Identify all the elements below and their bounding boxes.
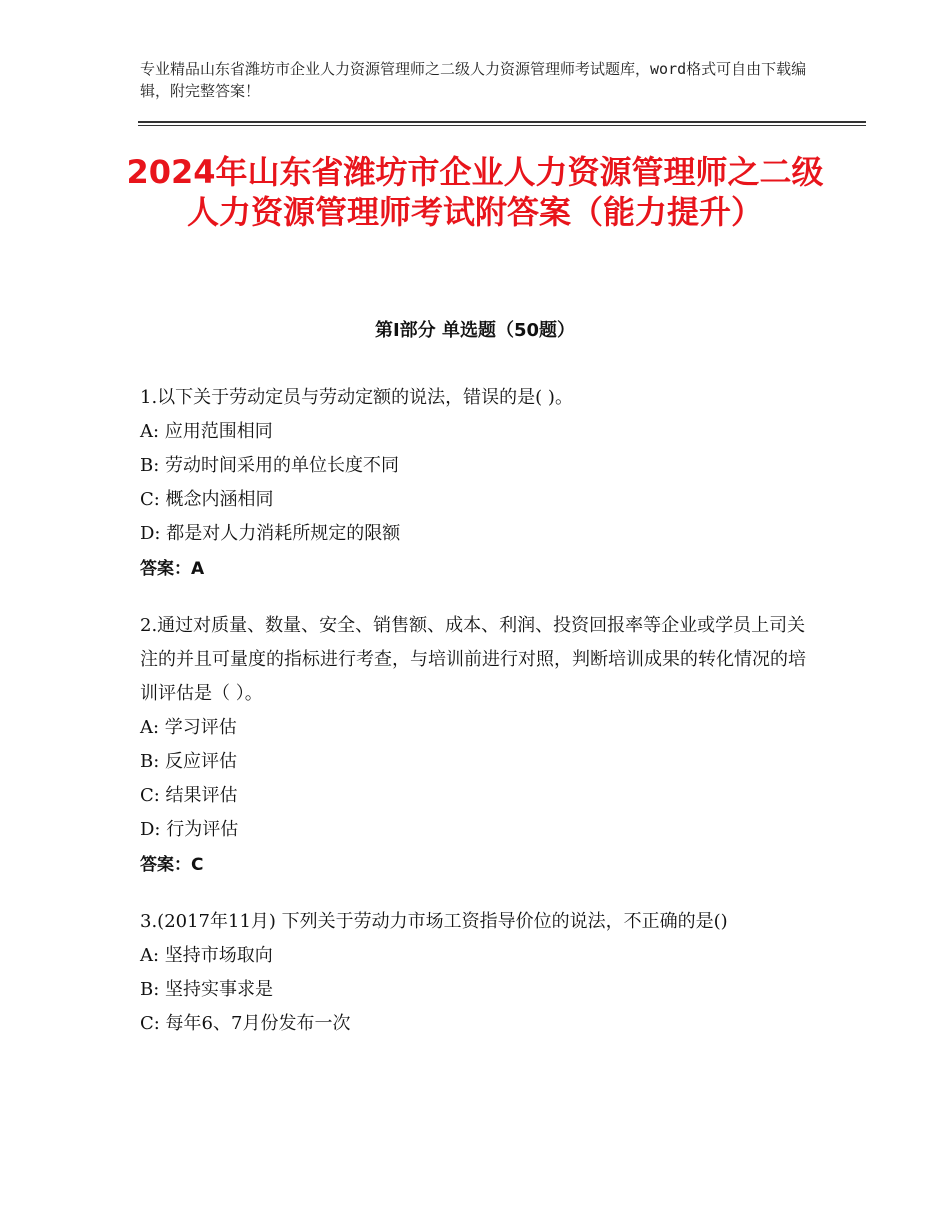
header-rule-thick xyxy=(138,121,866,123)
question-text: 1.以下关于劳动定员与劳动定额的说法，错误的是( )。 xyxy=(140,387,573,408)
question-2 xyxy=(140,609,808,883)
option-a: A: 坚持市场取向 xyxy=(140,945,273,966)
option-c: C: 每年6、7月份发布一次 xyxy=(140,1013,351,1034)
option-a: A: 应用范围相同 xyxy=(140,421,273,442)
option-d: D: 行为评估 xyxy=(140,819,239,840)
question-3 xyxy=(140,905,808,1041)
header-note: 专业精品山东省潍坊市企业人力资源管理师之二级人力资源管理师考试题库，word格式可自由下载编辑，附完整答案！ xyxy=(140,60,807,100)
header-rule-thin xyxy=(138,125,866,126)
section-title: 第Ⅰ部分 单选题（50题） xyxy=(374,320,575,341)
option-b: B: 坚持实事求是 xyxy=(140,979,274,1000)
answer: 答案：C xyxy=(140,855,204,875)
option-a: A: 学习评估 xyxy=(140,717,237,738)
answer: 答案：A xyxy=(140,559,205,579)
question-text: 3.(2017年11月) 下列关于劳动力市场工资指导价位的说法，不正确的是() xyxy=(140,911,728,932)
document-title: 2024年山东省潍坊市企业人力资源管理师之二级人力资源管理师考试附答案（能力提升） xyxy=(126,153,824,231)
question-text: 2.通过对质量、数量、安全、销售额、成本、利润、投资回报率等企业或学员上司关注的并且可量度的指标进行考查，与培训前进行对照，判断培训成果的转化情况的培训评估是（ ）。 xyxy=(140,615,806,704)
option-d: D: 都是对人力消耗所规定的限额 xyxy=(140,523,401,544)
option-b: B: 劳动时间采用的单位长度不同 xyxy=(140,455,400,476)
question-1 xyxy=(140,381,808,587)
option-b: B: 反应评估 xyxy=(140,751,238,772)
option-c: C: 概念内涵相同 xyxy=(140,489,274,510)
option-c: C: 结果评估 xyxy=(140,785,238,806)
question-list xyxy=(140,381,808,1063)
